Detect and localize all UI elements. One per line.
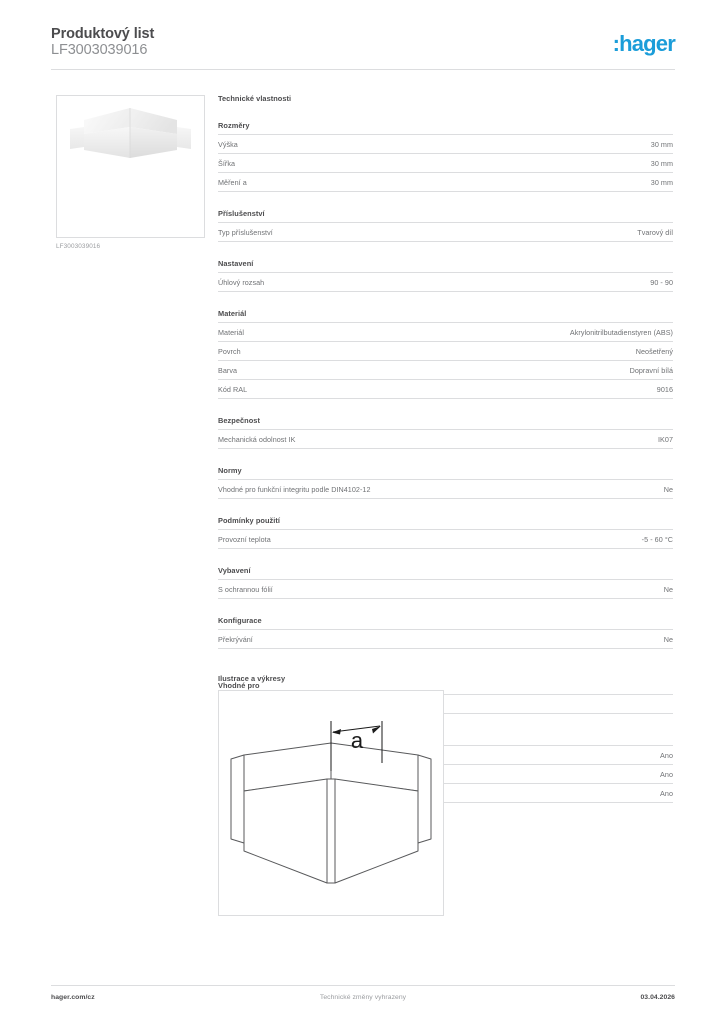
- footer-website-link[interactable]: hager.com/cz: [51, 994, 95, 1001]
- spec-label: Mechanická odolnost IK: [218, 434, 296, 444]
- spec-value: 9016: [656, 384, 673, 394]
- spec-label: Šířka: [218, 158, 236, 168]
- spec-value: Ne: [663, 634, 673, 644]
- spec-value: Ano: [660, 788, 673, 798]
- spec-value: Tvarový díl: [637, 227, 673, 237]
- spec-group-spacer: [218, 449, 673, 466]
- spec-group-heading: Konfigurace: [218, 616, 262, 625]
- spec-row: [218, 579, 673, 599]
- spec-value: Ne: [663, 484, 673, 494]
- product-photo: [57, 96, 204, 237]
- spec-row: [218, 322, 673, 341]
- spec-row: [218, 360, 673, 379]
- spec-group: [218, 466, 673, 499]
- spec-value: 30 mm: [650, 158, 673, 168]
- spec-row: [218, 629, 673, 649]
- spec-group-heading: Podmínky použití: [218, 516, 280, 525]
- spec-group-heading: Příslušenství: [218, 209, 265, 218]
- spec-value: IK07: [658, 434, 673, 444]
- spec-group-spacer: [218, 399, 673, 416]
- spec-row: [218, 134, 673, 153]
- technical-drawing-frame: [218, 690, 444, 916]
- product-image-frame: [56, 95, 205, 238]
- spec-row: [218, 153, 673, 172]
- spec-group-heading: Materiál: [218, 309, 247, 318]
- spec-group-spacer: [218, 599, 673, 616]
- spec-label: S ochrannou fólií: [218, 584, 273, 594]
- hager-logo: :hager: [612, 31, 675, 56]
- spec-label: Vhodné pro funkční integritu podle DIN4102-12: [218, 484, 371, 494]
- spec-group-spacer: [218, 242, 673, 259]
- page-header: [51, 26, 675, 70]
- drawings-title: Ilustrace a výkresy: [218, 674, 286, 683]
- spec-row: [218, 379, 673, 399]
- spec-group-spacer: [218, 192, 673, 209]
- spec-label: Měření a: [218, 177, 247, 187]
- spec-group-heading: Normy: [218, 466, 242, 475]
- spec-value: Akrylonitrilbutadienstyren (ABS): [569, 327, 673, 337]
- spec-group-heading: Vhodné pro: [218, 681, 260, 690]
- spec-group-spacer: [218, 499, 673, 516]
- spec-group: [218, 309, 673, 399]
- dimension-label-a: a: [350, 728, 364, 753]
- spec-group-heading: Bezpečnost: [218, 416, 260, 425]
- spec-label: Typ příslušenství: [218, 227, 273, 237]
- page-title: Produktový list: [51, 26, 155, 42]
- spec-row: [218, 341, 673, 360]
- spec-label: Překrývání: [218, 634, 253, 644]
- spec-group: [218, 616, 673, 649]
- spec-value: 30 mm: [650, 177, 673, 187]
- spec-group: [218, 516, 673, 549]
- spec-label: Barva: [218, 365, 238, 375]
- spec-label: Kód RAL: [218, 384, 248, 394]
- technical-drawing: [219, 691, 443, 915]
- spec-value: -5 - 60 °C: [641, 534, 673, 544]
- specs-title: Technické vlastnosti: [218, 94, 292, 103]
- footer-divider: [51, 985, 675, 986]
- spec-value: Ne: [663, 584, 673, 594]
- spec-row: [218, 172, 673, 192]
- spec-value: 30 mm: [650, 139, 673, 149]
- spec-group-spacer: [218, 549, 673, 566]
- spec-label: Úhlový rozsah: [218, 277, 265, 287]
- spec-value: Ano: [660, 769, 673, 779]
- spec-group-spacer: [218, 649, 673, 681]
- spec-group-heading: Rozměry: [218, 121, 250, 130]
- spec-label: Povrch: [218, 346, 241, 356]
- spec-group-heading: Vybavení: [218, 566, 251, 575]
- spec-row: [218, 272, 673, 292]
- product-reference: LF3003039016: [51, 42, 148, 58]
- spec-group: [218, 566, 673, 599]
- spec-label: Provozní teplota: [218, 534, 271, 544]
- spec-row: [218, 479, 673, 499]
- spec-value: 90 - 90: [650, 277, 673, 287]
- spec-group-spacer: [218, 292, 673, 309]
- spec-group: [218, 209, 673, 242]
- spec-row: [218, 529, 673, 549]
- spec-value: Ano: [660, 750, 673, 760]
- page-footer: [51, 994, 675, 1008]
- spec-value: Dopravní bílá: [629, 365, 673, 375]
- spec-group: [218, 416, 673, 449]
- footer-disclaimer: Technické změny vyhrazeny: [319, 994, 407, 1001]
- spec-label: Výška: [218, 139, 238, 149]
- header-divider: [51, 69, 675, 70]
- spec-row: [218, 429, 673, 449]
- spec-group: [218, 121, 673, 192]
- spec-row: [218, 222, 673, 242]
- spec-value: Neošetřený: [635, 346, 673, 356]
- spec-group-heading: Nastavení: [218, 259, 254, 268]
- footer-date: 03.04.2026: [640, 994, 675, 1001]
- spec-label: Materiál: [218, 327, 244, 337]
- spec-group: [218, 259, 673, 292]
- product-image-caption: LF3003039016: [56, 243, 101, 250]
